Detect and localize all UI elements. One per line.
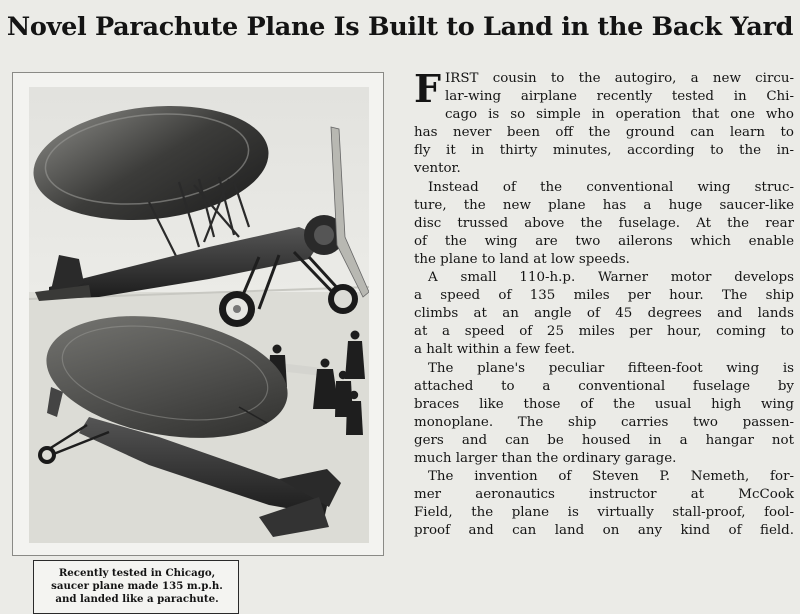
text-line: mer aeronautics instructor at McCook: [414, 487, 794, 503]
caption-line: Recently tested in Chicago,: [58, 567, 216, 579]
text-line: has never been off the ground can learn to: [414, 125, 794, 141]
text-line: disc trussed above the fuselage. At the rear: [414, 215, 794, 231]
paragraph-4: [414, 360, 794, 469]
text-line: gers and can be housed in a hangar not: [414, 432, 794, 448]
photo-frame: [12, 72, 384, 605]
caption-line: and landed like a parachute.: [55, 593, 219, 605]
text-line: ventor.: [414, 161, 461, 177]
text-line: at a speed of 25 miles per hour, coming to: [414, 324, 794, 340]
text-line: Field, the plane is virtually stall-proof, fool-: [414, 505, 794, 521]
paragraph-5: [414, 468, 794, 540]
photo-caption: [33, 560, 239, 614]
text-line: proof and can land on any kind of field.: [414, 523, 794, 539]
text-line: braces like those of the usual high wing: [414, 396, 794, 412]
caption-line: saucer plane made 135 m.p.h.: [51, 580, 223, 592]
article-body: [414, 66, 794, 540]
paragraph-3: [414, 269, 794, 359]
text-line: lar-wing airplane recently tested in Chi-: [444, 89, 794, 105]
text-line: attached to a conventional fuselage by: [414, 378, 794, 394]
drop-cap: F: [414, 66, 441, 111]
paragraph-2: [414, 179, 794, 269]
text-line: A small 110-h.p. Warner motor develops: [428, 270, 794, 286]
text-line: Instead of the conventional wing struc-: [428, 179, 794, 195]
text-line: a speed of 135 miles per hour. The ship: [414, 288, 794, 304]
text-line: IRST cousin to the autogiro, a new circu-: [444, 71, 794, 86]
text-line: fly it in thirty minutes, according to the in-: [414, 143, 794, 159]
text-line: cago is so simple in operation that one who: [444, 107, 794, 123]
text-line: The invention of Steven P. Nemeth, for-: [428, 469, 794, 485]
paragraph-1: [414, 66, 794, 179]
saucer-plane-photo: [29, 87, 369, 543]
text-line: much larger than the ordinary garage.: [414, 450, 677, 466]
text-line: monoplane. The ship carries two passen-: [414, 414, 794, 430]
text-line: The plane's peculiar fifteen-foot wing is: [428, 360, 794, 376]
text-line: the plane to land at low speeds.: [414, 251, 630, 267]
text-line: ture, the new plane has a huge saucer-like: [414, 197, 794, 213]
text-line: a halt within a few feet.: [414, 342, 575, 358]
saucer-plane-illustration: [29, 87, 369, 543]
text-line: of the wing are two ailerons which enable: [414, 233, 794, 249]
headline: Novel Parachute Plane Is Built to Land in the Back Yard: [6, 12, 794, 42]
text-line: climbs at an angle of 45 degrees and lands: [414, 306, 794, 322]
